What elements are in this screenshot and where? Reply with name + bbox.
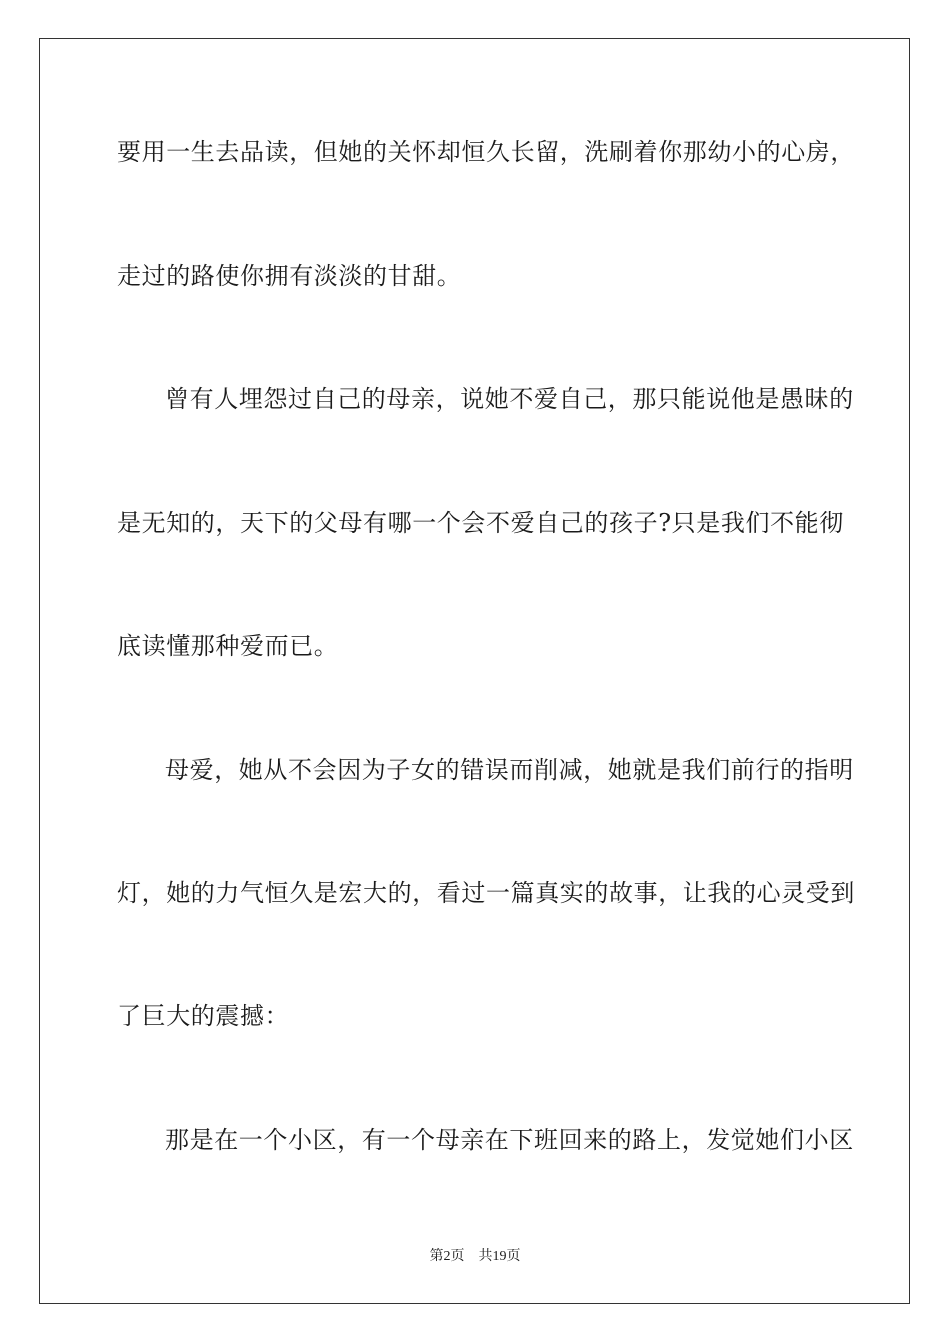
- text-line: 要用一生去品读，但她的关怀却恒久长留，洗刷着你那幼小的心房，: [117, 138, 855, 166]
- paragraph-start-line: 母爱，她从不会因为子女的错误而削减，她就是我们前行的指明: [165, 756, 854, 784]
- text-line: 走过的路使你拥有淡淡的甘甜。: [117, 262, 462, 290]
- page-footer: [0, 1248, 950, 1266]
- page-number: 第2页: [429, 1249, 465, 1264]
- text-line: 灯，她的力气恒久是宏大的，看过一篇真实的故事，让我的心灵受到: [117, 879, 855, 907]
- page-border: [39, 38, 910, 1304]
- text-line: 了巨大的震撼：: [117, 1002, 290, 1030]
- text-line: 底读懂那种爱而已。: [117, 632, 339, 660]
- text-line: 是无知的，天下的父母有哪一个会不爱自己的孩子?只是我们不能彻: [117, 509, 844, 537]
- paragraph-start-line: 那是在一个小区，有一个母亲在下班回来的路上，发觉她们小区: [165, 1126, 854, 1154]
- total-pages: 共19页: [478, 1249, 521, 1264]
- paragraph-start-line: 曾有人埋怨过自己的母亲，说她不爱自己，那只能说他是愚昧的: [165, 385, 854, 413]
